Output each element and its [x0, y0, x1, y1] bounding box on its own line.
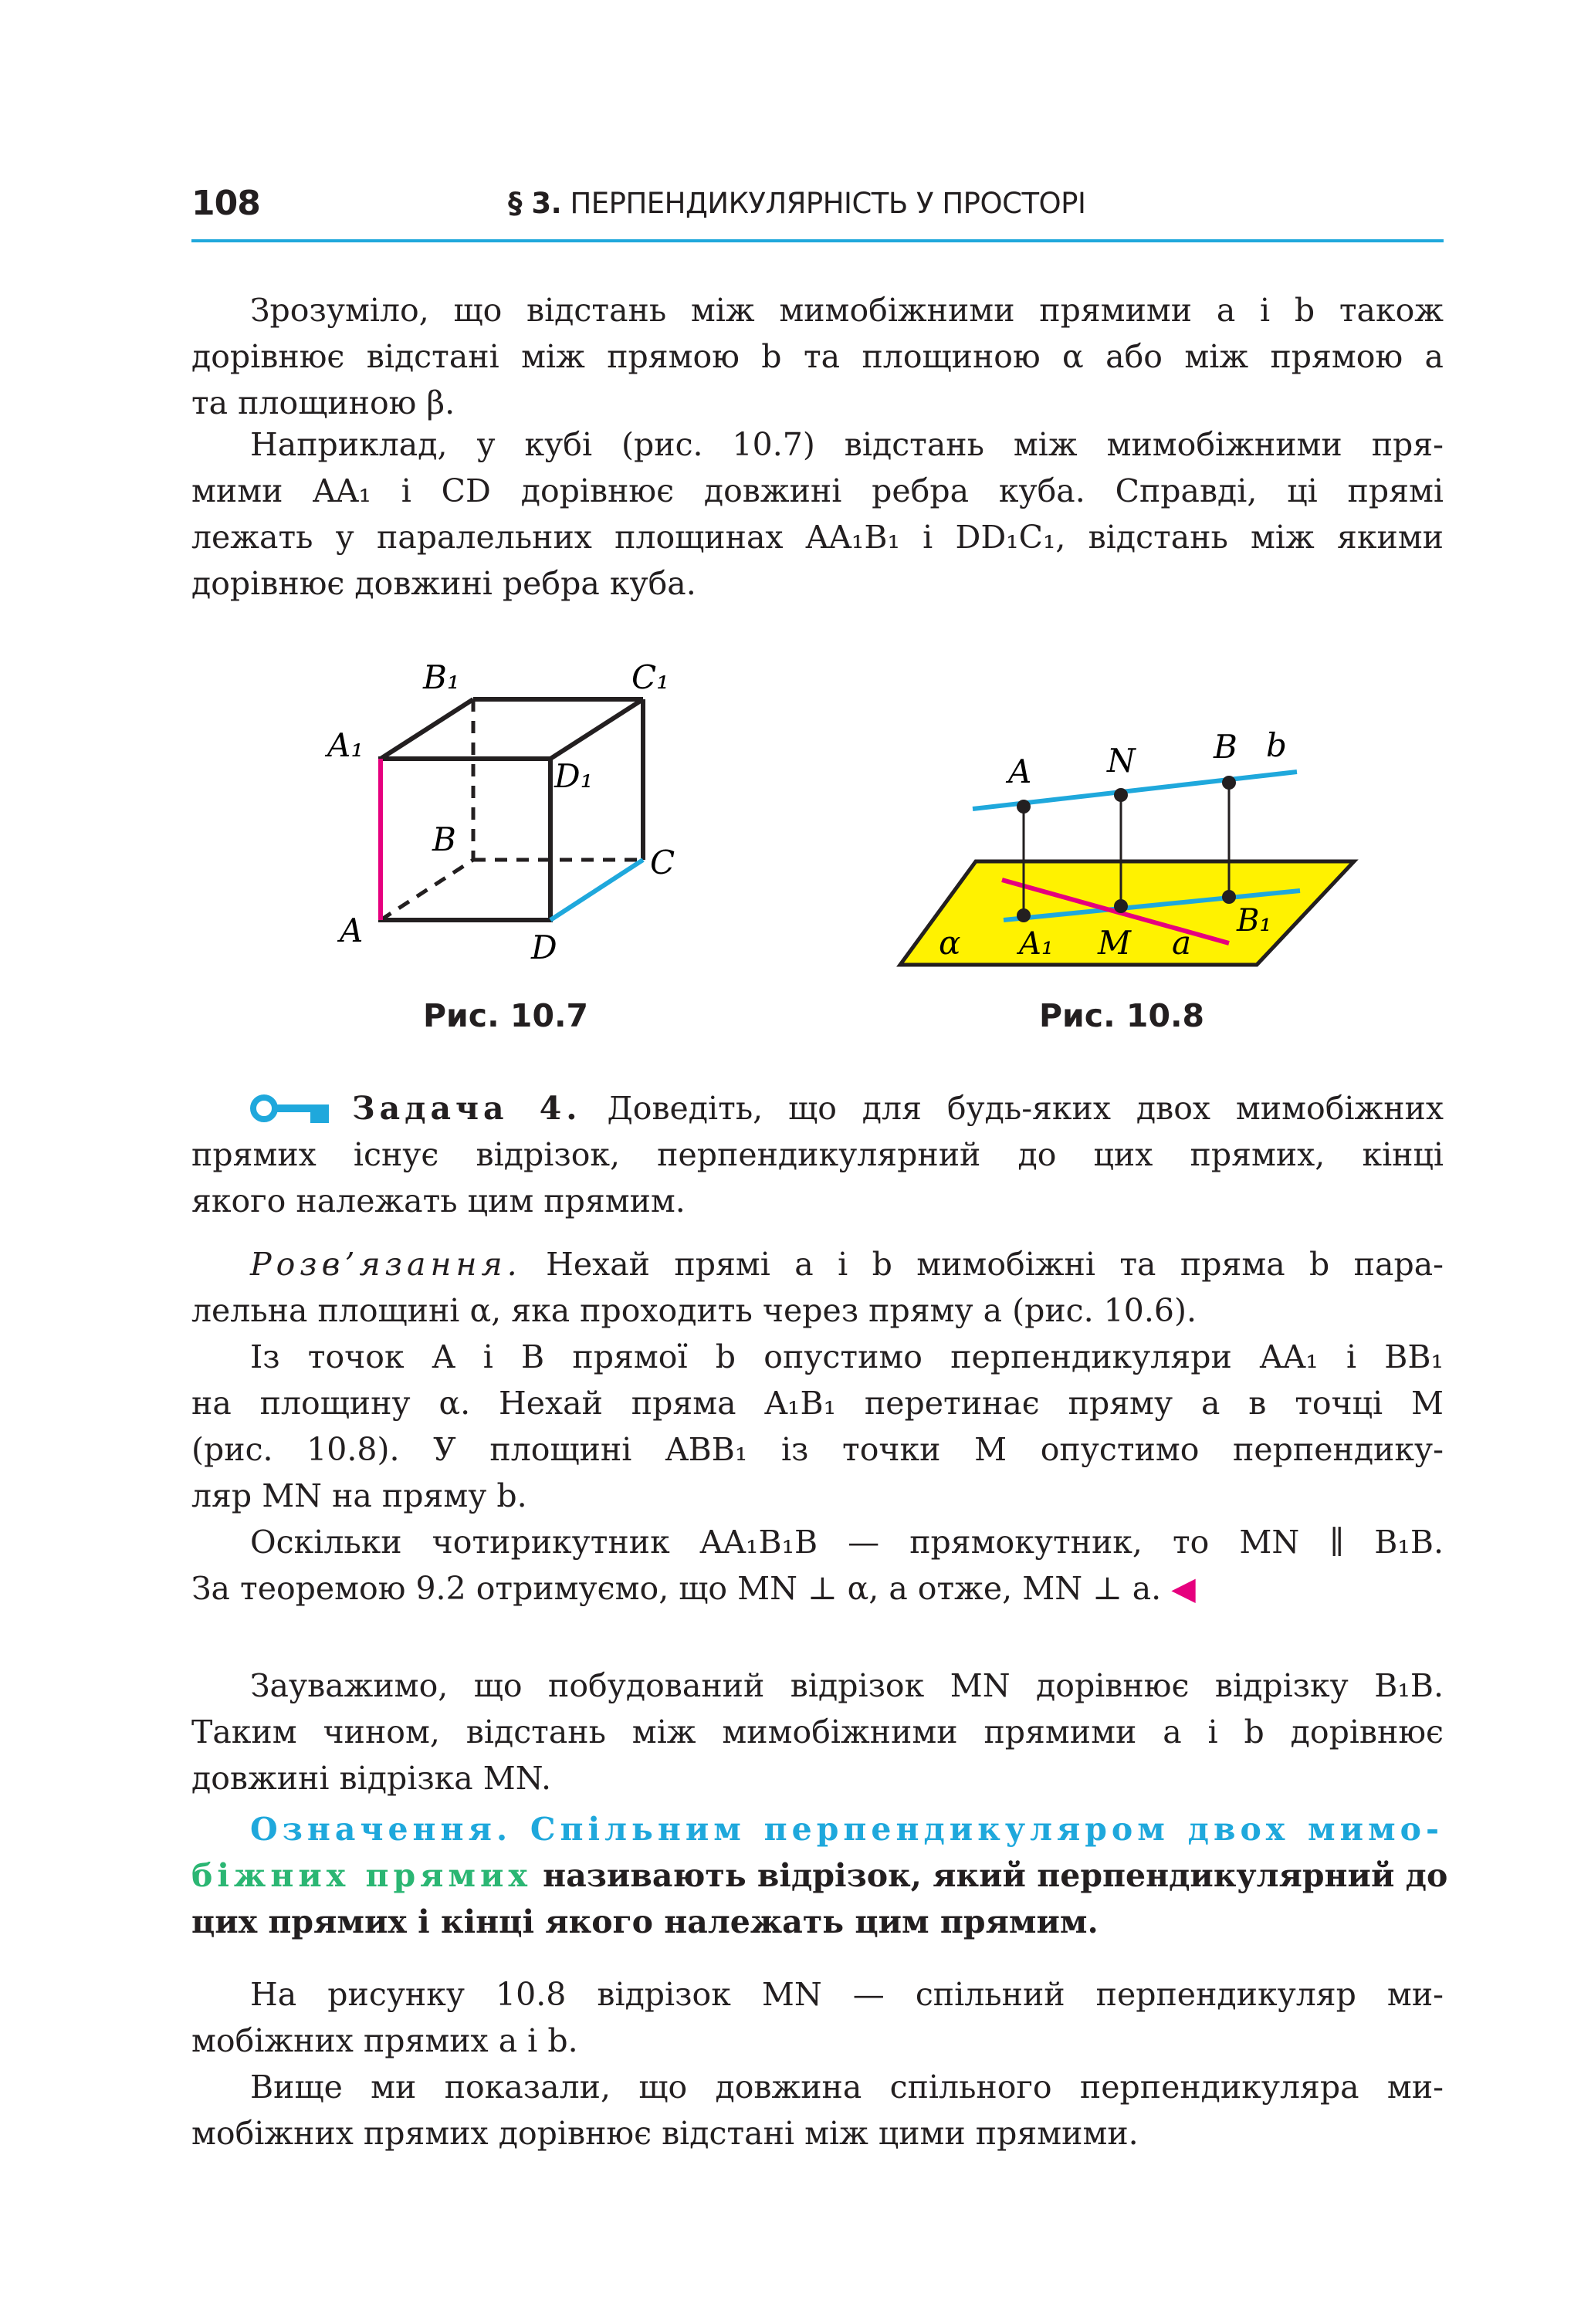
label-b1: B₁ [1237, 903, 1272, 939]
label-alpha: α [939, 924, 961, 962]
text-line: дорівнює відстані між прямою b та площиною α або між прямою a [191, 338, 1444, 375]
text-line: На рисунку 10.8 відрізок MN — спільний перпендикуляр ми- [250, 1976, 1444, 2013]
note-paragraph [191, 1663, 1444, 1801]
label-b: B [432, 820, 456, 858]
figure-caption-10-7: Рис. 10.7 [423, 997, 589, 1034]
task-label: Задача 4. [352, 1090, 582, 1127]
text-line: Із точок A і B прямої b опустимо перпендикуляри AA₁ і BB₁ [250, 1338, 1444, 1375]
task-line [191, 1085, 1444, 1132]
label-d: D [531, 929, 557, 966]
task-text: Доведіть, що для будь-яких двох мимобіжних [607, 1090, 1444, 1127]
text-line: лежать у паралельних площинах AA₁B₁ і DD₁C₁, відстань між якими [191, 519, 1444, 556]
text-line: прямих існує відрізок, перпендикулярний до цих прямих, кінці [191, 1136, 1444, 1173]
label-a: A [340, 912, 364, 949]
section-mark: § 3. [508, 187, 562, 220]
definition-line [191, 1852, 1448, 1899]
solution-last-text: За теоремою 9.2 отримуємо, що MN ⊥ α, а отже, MN ⊥ a. [191, 1570, 1162, 1607]
point-b [1222, 776, 1236, 790]
point-a [1017, 800, 1031, 814]
edge-cd [550, 860, 643, 920]
definition-line: цих прямих і кінці якого належать цим прямим. [191, 1903, 1099, 1940]
label-b: B [1214, 728, 1237, 766]
solution-label: Розв’язання. [250, 1246, 522, 1283]
text-line: лельна площині α, яка проходить через пряму a (рис. 10.6). [191, 1292, 1197, 1329]
label-line-b: b [1266, 726, 1287, 764]
paragraph-cube-example [191, 421, 1444, 607]
figure-cube [309, 648, 710, 973]
cube-edge [550, 699, 643, 759]
label-c: C [650, 844, 675, 881]
text-line: довжині відрізка MN. [191, 1760, 552, 1797]
text-line: на площину α. Нехай пряма A₁B₁ перетинає пряму a в точці M [191, 1385, 1444, 1422]
text-line: мими AA₁ і CD дорівнює довжині ребра куба. Справді, ці прямі [191, 472, 1444, 509]
header-rule [191, 239, 1444, 242]
page-number: 108 [191, 184, 260, 223]
section-title [508, 187, 1085, 220]
cube-hidden-edge [381, 860, 473, 920]
solution-text: Нехай прямі a і b мимобіжні та пряма b пара- [546, 1246, 1444, 1283]
label-m: M [1098, 924, 1132, 962]
text-line: Зрозуміло, що відстань між мимобіжними прямими a і b також [250, 292, 1444, 329]
end-of-proof-icon: ◀ [1171, 1570, 1196, 1607]
point-n [1114, 788, 1128, 802]
text-line: Вище ми показали, що довжина спільного перпендикуляра ми- [250, 2069, 1444, 2106]
cube-front-face [381, 759, 550, 920]
section-title-text: ПЕРПЕНДИКУЛЯРНІСТЬ У ПРОСТОРІ [570, 187, 1086, 220]
final-paragraphs [191, 1971, 1444, 2157]
page-header [191, 184, 1444, 238]
cube-edge [381, 699, 473, 759]
text-line: ляр MN на пряму b. [191, 1477, 527, 1514]
label-b1: B₁ [423, 658, 460, 696]
text-line: мобіжних прямих дорівнює відстані між цими прямими. [191, 2115, 1139, 2152]
text-line: якого належать цим прямим. [191, 1182, 686, 1220]
task-block [191, 1085, 1444, 1224]
text-line [191, 1565, 1444, 1612]
text-line: (рис. 10.8). У площині ABB₁ із точки M опустимо перпендику- [191, 1431, 1444, 1468]
label-c1: C₁ [631, 658, 669, 696]
solution-line [191, 1241, 1444, 1287]
label-a1: A₁ [1019, 926, 1054, 962]
label-a: A [1008, 753, 1032, 790]
paragraph-distance [191, 287, 1444, 426]
point-m [1114, 899, 1128, 913]
text-line: Оскільки чотирикутник AA₁B₁B — прямокутник, то MN ∥ B₁B. [250, 1524, 1444, 1561]
label-n: N [1107, 742, 1136, 780]
definition-term: біжних прямих [191, 1857, 532, 1894]
definition-term-line: Означення. Спільним перпендикуляром двох мимо- [250, 1811, 1444, 1848]
label-d1: D₁ [554, 757, 594, 795]
text-line: Таким чином, відстань між мимобіжними прямими a і b дорівнює [191, 1713, 1444, 1751]
text-line: Зауважимо, що побудований відрізок MN дорівнює відрізку B₁B. [250, 1667, 1444, 1704]
figure-skew-lines [880, 718, 1374, 980]
label-a-line: a [1172, 924, 1192, 962]
definition-block [191, 1806, 1448, 1945]
label-a1: A₁ [327, 726, 364, 764]
solution-block [191, 1241, 1444, 1612]
text-line: Наприклад, у кубі (рис. 10.7) відстань між мимобіжними пря- [250, 426, 1444, 463]
text-line: та площиною β. [191, 384, 455, 421]
point-b1 [1222, 890, 1236, 904]
figure-caption-10-8: Рис. 10.8 [1039, 997, 1205, 1034]
point-a1 [1017, 908, 1031, 922]
text-line: дорівнює довжині ребра куба. [191, 565, 696, 602]
definition-text: називають відрізок, який перпендикулярний до [531, 1857, 1448, 1894]
text-line: мобіжних прямих a і b. [191, 2022, 578, 2059]
